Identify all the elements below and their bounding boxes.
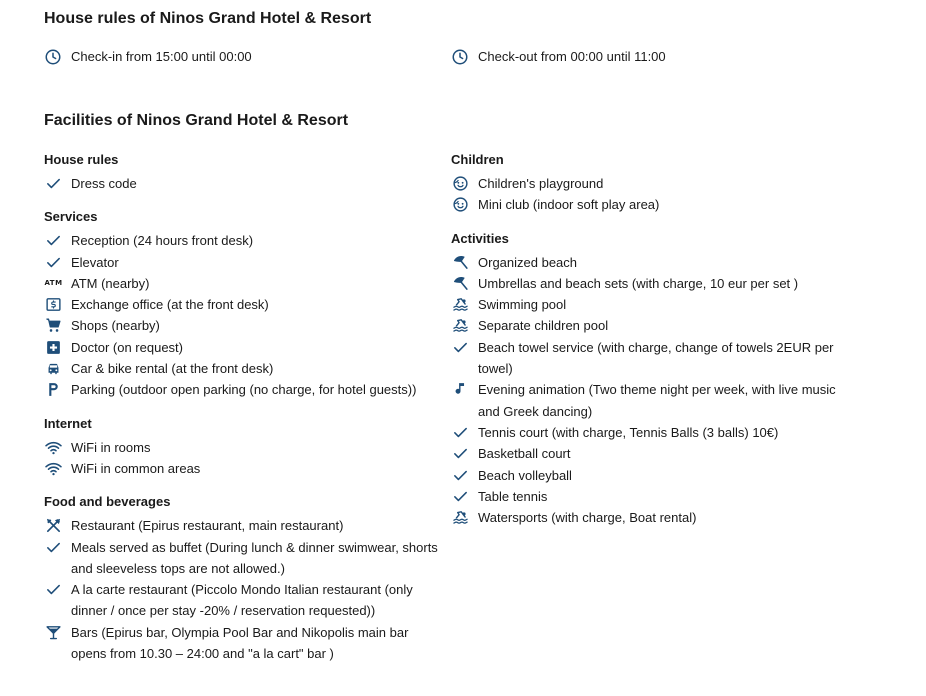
music-note-icon <box>451 379 470 400</box>
cocktail-icon <box>44 622 63 643</box>
facility-item <box>451 173 851 194</box>
facility-item-text: Umbrellas and beach sets (with charge, 10 eur per set ) <box>478 275 799 291</box>
car-icon <box>44 358 63 379</box>
facility-item <box>44 579 444 622</box>
facility-item-text: Restaurant (Epirus restaurant, main restaurant) <box>71 518 344 534</box>
category-activities: Activities <box>451 230 509 246</box>
facility-item-text: Dress code <box>71 176 137 191</box>
facility-item <box>44 230 444 251</box>
facility-item-text: Children's playground <box>478 176 604 191</box>
facility-list-house-rules <box>44 173 444 194</box>
atm-icon: ATM <box>44 278 63 287</box>
facility-item-text: Evening animation (Two theme night per week, with live music and Greek dancing) <box>478 382 836 419</box>
category-internet: Internet <box>44 415 92 431</box>
parking-icon <box>44 379 63 400</box>
clock-icon <box>451 47 470 66</box>
check-icon <box>44 537 63 558</box>
facility-item <box>44 358 444 379</box>
facility-item-text: Exchange office (at the front desk) <box>71 297 269 313</box>
facility-item-text: Meals served as buffet (During lunch & dinner swimwear, shorts and sleeveless tops are not allowed.) <box>71 539 438 576</box>
beach-umbrella-icon <box>451 273 470 294</box>
facility-list-activities <box>451 252 851 529</box>
wifi-icon <box>44 437 63 458</box>
checkout-text: Check-out from 00:00 until 11:00 <box>478 49 666 64</box>
check-icon <box>44 230 63 251</box>
cart-icon <box>44 315 63 336</box>
facility-item-text: Basketball court <box>478 446 571 462</box>
facility-item <box>451 315 851 336</box>
facility-item-text: Parking (outdoor open parking (no charge, for hotel guests)) <box>71 382 417 398</box>
facility-item <box>44 437 444 458</box>
facilities-right-column <box>451 151 851 542</box>
facility-list-internet <box>44 437 444 480</box>
facility-item-text: Beach towel service (with charge, change of towels 2EUR per towel) <box>478 339 834 377</box>
cutlery-icon <box>44 515 63 536</box>
facility-item-text: Elevator <box>71 254 119 270</box>
facility-item <box>44 379 444 400</box>
category-house-rules: House rules <box>44 152 119 167</box>
facility-item-text: Car & bike rental (at the front desk) <box>71 361 274 377</box>
checkout-row <box>451 47 666 66</box>
facility-item <box>451 294 851 315</box>
facility-item-text: Watersports (with charge, Boat rental) <box>478 510 697 526</box>
checkin-text: Check-in from 15:00 until 00:00 <box>71 49 252 64</box>
clock-icon <box>44 47 63 66</box>
facility-item <box>44 458 444 479</box>
category-services: Services <box>44 209 98 225</box>
facility-list-food-and-beverages <box>44 515 444 664</box>
facility-item <box>44 337 444 358</box>
facility-item-text: Doctor (on request) <box>71 339 183 355</box>
wifi-icon <box>44 458 63 479</box>
facility-item <box>451 465 851 486</box>
check-icon <box>451 337 470 358</box>
facility-item-text: Reception (24 hours front desk) <box>71 233 254 249</box>
facility-item-text: Swimming pool <box>478 297 567 313</box>
check-icon <box>44 173 63 194</box>
facility-item <box>44 515 444 536</box>
check-icon <box>451 422 470 443</box>
pool-icon <box>451 315 470 336</box>
facility-item <box>44 294 444 315</box>
facility-item-text: Tennis court (with charge, Tennis Balls (3 balls) 10€) <box>478 424 779 440</box>
money-icon <box>44 294 63 315</box>
facility-item <box>451 273 851 294</box>
category-food-and-beverages: Food and beverages <box>44 494 171 510</box>
facility-item-text: WiFi in rooms <box>71 439 151 455</box>
facility-item <box>44 252 444 273</box>
medical-icon <box>44 337 63 358</box>
facility-item <box>44 622 444 665</box>
facility-list-services <box>44 230 444 400</box>
facility-item-text: ATM (nearby) <box>71 275 150 291</box>
category-children: Children <box>451 152 504 167</box>
facility-item <box>451 443 851 464</box>
facility-item-text: Table tennis <box>478 488 548 504</box>
facility-item-text: Shops (nearby) <box>71 318 160 334</box>
check-icon <box>451 443 470 464</box>
facility-item <box>44 537 444 580</box>
facility-item-text: A la carte restaurant (Piccolo Mondo Italian restaurant (only dinner / once per stay -20% / reservation requested)) <box>71 582 413 619</box>
facility-item <box>451 194 851 215</box>
facility-item-text: WiFi in common areas <box>71 460 201 476</box>
facility-item <box>44 173 444 194</box>
check-icon <box>451 486 470 507</box>
facility-item-text: Beach volleyball <box>478 467 572 483</box>
pool-icon <box>451 507 470 528</box>
facility-item <box>44 315 444 336</box>
facility-item-text: Bars (Epirus bar, Olympia Pool Bar and Nikopolis main bar opens from 10.30 – 24:00 and "a la cart" bar ) <box>71 624 409 662</box>
facility-item <box>451 507 851 528</box>
facility-item <box>451 252 851 273</box>
pool-icon <box>451 294 470 315</box>
facility-list-children <box>451 173 851 216</box>
facilities-left-column <box>44 151 444 678</box>
child-face-icon <box>451 194 470 215</box>
facility-item <box>451 337 851 380</box>
facility-item <box>451 379 851 422</box>
facility-item <box>451 422 851 443</box>
facility-item-text: Mini club (indoor soft play area) <box>478 197 660 213</box>
checkin-row <box>44 47 252 66</box>
check-icon <box>451 465 470 486</box>
facility-item-text: Organized beach <box>478 254 578 270</box>
check-icon <box>44 579 63 600</box>
facility-item <box>451 486 851 507</box>
beach-umbrella-icon <box>451 252 470 273</box>
facility-item <box>44 273 444 294</box>
facility-item-text: Separate children pool <box>478 318 609 334</box>
check-icon <box>44 252 63 273</box>
facilities-title: Facilities of Ninos Grand Hotel & Resort <box>44 112 349 129</box>
child-face-icon <box>451 173 470 194</box>
house-rules-title: House rules of Ninos Grand Hotel & Resort <box>44 10 372 27</box>
